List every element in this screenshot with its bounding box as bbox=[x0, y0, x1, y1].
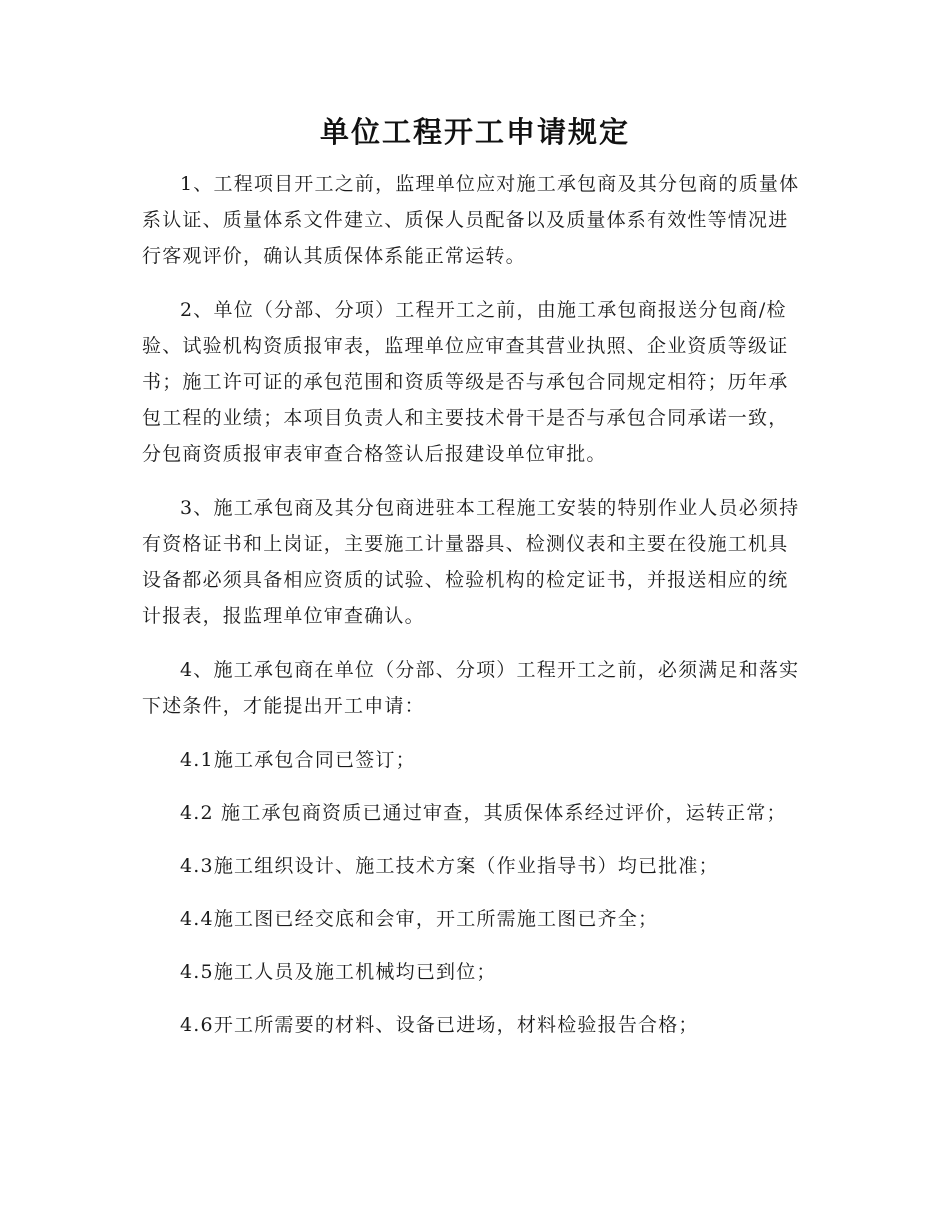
list-item-4-3: 4.3施工组织设计、施工技术方案（作业指导书）均已批准； bbox=[180, 855, 719, 877]
list-item-4-4: 4.4施工图已经交底和会审，开工所需施工图已齐全； bbox=[180, 908, 659, 930]
paragraph-2: 2、单位（分部、分项）工程开工之前，由施工承包商报送分包商/检验、试验机构资质报审表，监理单位应审查其营业执照、企业资质等级证书；施工许可证的承包范围和资质等级是否与承包合同规定相符；历年承包工程的业绩；本项目负责人和主要技术骨干是否与承包合同承诺一致，分包商资质报审表审查合格签认后报建设单位审批。 bbox=[142, 299, 789, 465]
paragraph-1: 1、工程项目开工之前，监理单位应对施工承包商及其分包商的质量体系认证、质量体系文件建立、质保人员配备以及质量体系有效性等情况进行客观评价，确认其质保体系能正常运转。 bbox=[142, 173, 800, 267]
document-body bbox=[142, 166, 807, 1060]
paragraph-3: 3、施工承包商及其分包商进驻本工程施工安装的特别作业人员必须持有资格证书和上岗证，主要施工计量器具、检测仪表和主要在役施工机具设备都必须具备相应资质的试验、检验机构的检定证书，并报送相应的统计报表，报监理单位审查确认。 bbox=[142, 497, 800, 627]
list-item-4-6: 4.6开工所需要的材料、设备已进场，材料检验报告合格； bbox=[180, 1014, 699, 1036]
document-title: 单位工程开工申请规定 bbox=[319, 115, 630, 149]
paragraph-4: 4、施工承包商在单位（分部、分项）工程开工之前，必须满足和落实下述条件，才能提出开工申请： bbox=[142, 659, 800, 717]
list-item-4-2: 4.2 施工承包商资质已通过审查，其质保体系经过评价，运转正常； bbox=[180, 802, 787, 824]
list-item-4-5: 4.5施工人员及施工机械均已到位； bbox=[180, 961, 497, 983]
list-item-4-1: 4.1施工承包合同已签订； bbox=[180, 749, 416, 771]
